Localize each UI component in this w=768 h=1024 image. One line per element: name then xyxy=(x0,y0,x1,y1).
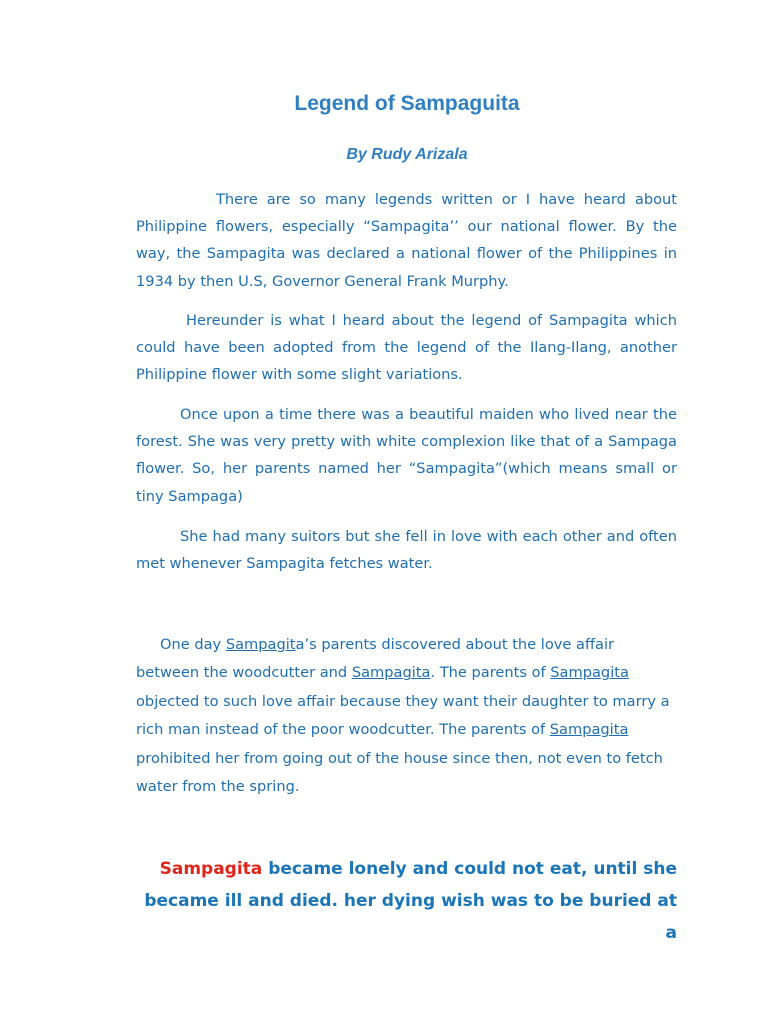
underlined-name: Sampagita xyxy=(550,664,629,682)
text-span: became ill and died. her dying wish was to be buried at a xyxy=(144,891,677,943)
text-span: One day xyxy=(160,636,226,653)
underlined-name: Sampagit xyxy=(225,636,296,653)
underlined-name: Sampagita xyxy=(351,664,431,682)
author-byline: By Rudy Arizala xyxy=(346,146,468,163)
text-span: became lonely and could not eat, until she xyxy=(262,859,677,879)
paragraph-became-lonely xyxy=(136,853,677,949)
text-span: a’s parents discovered about the love affair between the woodcutter and xyxy=(136,636,615,682)
text-span: objected to such love affair because they want their daughter to marry a rich man instead of the poor woodcutter. The parents of xyxy=(136,692,670,739)
text-span: prohibited her from going out of the house since then, not even to fetch water from the spring. xyxy=(136,749,663,796)
underlined-name: Sampagita xyxy=(549,721,629,739)
highlighted-name: Sampagita xyxy=(159,859,263,879)
paragraph-intro: There are so many legends written or I have heard about Philippine flowers, especially “Sampagita’’ our national flower. By the way, the Sampagita was declared a national flower of the Philippines in 1934 by then U.S, Governor General Frank Murphy. xyxy=(136,191,677,290)
paragraph-one-day xyxy=(136,631,677,801)
page-title: Legend of Sampaguita xyxy=(294,92,520,115)
paragraph-once-upon: Once upon a time there was a beautiful maiden who lived near the forest. She was very pretty with white complexion like that of a Sampaga flower. So, her parents named her “Sampagita”(which means small or tiny Sampaga) xyxy=(136,406,677,505)
paragraph-hereunder: Hereunder is what I heard about the legend of Sampagita which could have been adopted from the legend of the Ilang-Ilang, another Philippine flower with some slight variations. xyxy=(136,312,677,384)
text-span: . The parents of xyxy=(430,664,551,682)
paragraph-suitors: She had many suitors but she fell in love with each other and often met whenever Sampagita fetches water. xyxy=(136,528,677,573)
